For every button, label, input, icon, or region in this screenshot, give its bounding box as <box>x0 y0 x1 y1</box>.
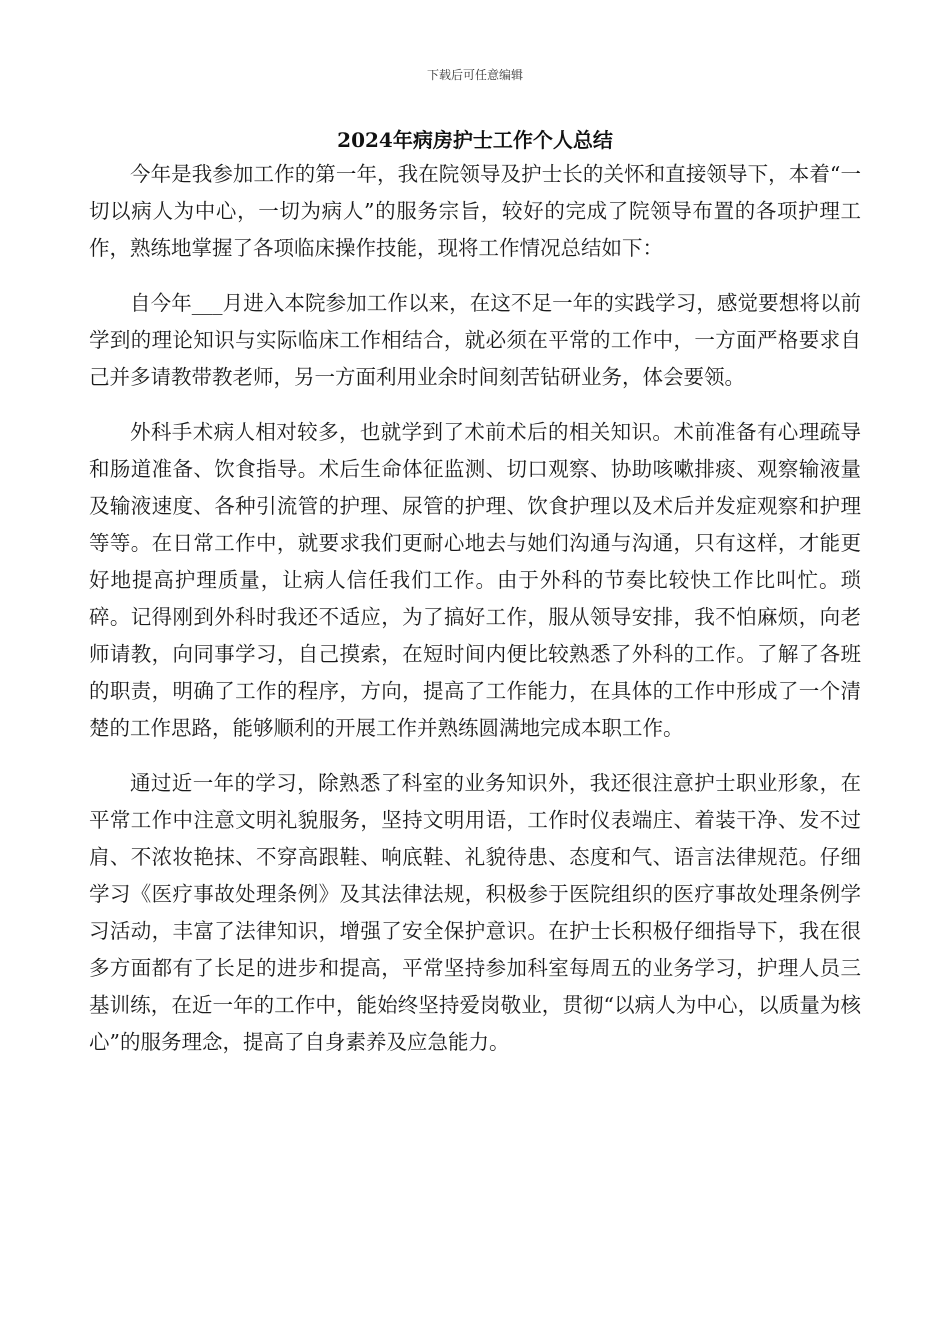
document-body <box>89 150 861 1079</box>
paragraph-study: 自今年___月进入本院参加工作以来，在这不足一年的实践学习，感觉要想将以前学到的理论知识与实际临床工作相结合，就必须在平常的工作中，一方面严格要求自己并多请教带教老师，另一方面利用业余时间刻苦钻研业务，体会要领。 <box>89 291 861 389</box>
paragraph-professional-image: 通过近一年的学习，除熟悉了科室的业务知识外，我还很注意护士职业形象，在平常工作中注意文明礼貌服务，坚持文明用语，工作时仪表端庄、着装干净、发不过肩、不浓妆艳抹、不穿高跟鞋、响底鞋、礼貌待患、态度和气、语言法律规范。仔细学习《医疗事故处理条例》及其法律法规，积极参于医院组织的医疗事故处理条例学习活动，丰富了法律知识，增强了安全保护意识。在护士长积极仔细指导下，我在很多方面都有了长足的进步和提高，平常坚持参加科室每周五的业务学习，护理人员三基训练，在近一年的工作中，能始终坚持爱岗敬业，贯彻“以病人为中心，以质量为核心”的服务理念，提高了自身素养及应急能力。 <box>89 771 861 1054</box>
document-title: 2024年病房护士工作个人总结 <box>337 128 613 152</box>
paragraph-surgery-care: 外科手术病人相对较多，也就学到了术前术后的相关知识。术前准备有心理疏导和肠道准备、饮食指导。术后生命体征监测、切口观察、协助咳嗽排痰、观察输液量及输液速度、各种引流管的护理、尿管的护理、饮食护理以及术后并发症观察和护理等等。在日常工作中，就要求我们更耐心地去与她们沟通与沟通，只有这样，才能更好地提高护理质量，让病人信任我们工作。由于外科的节奏比较快工作比叫忙。琐碎。记得刚到外科时我还不适应，为了搞好工作，服从领导安排，我不怕麻烦，向老师请教，向同事学习，自己摸索，在短时间内便比较熟悉了外科的工作。了解了各班的职责，明确了工作的程序，方向，提高了工作能力，在具体的工作中形成了一个清楚的工作思路，能够顺利的开展工作并熟练圆满地完成本职工作。 <box>89 420 861 740</box>
paragraph-intro: 今年是我参加工作的第一年，我在院领导及护士长的关怀和直接领导下，本着“一切以病人为中心，一切为病人”的服务宗旨，较好的完成了院领导布置的各项护理工作，熟练地掌握了各项临床操作技能，现将工作情况总结如下： <box>89 162 861 260</box>
header-note: 下载后可任意编辑 <box>426 68 523 82</box>
